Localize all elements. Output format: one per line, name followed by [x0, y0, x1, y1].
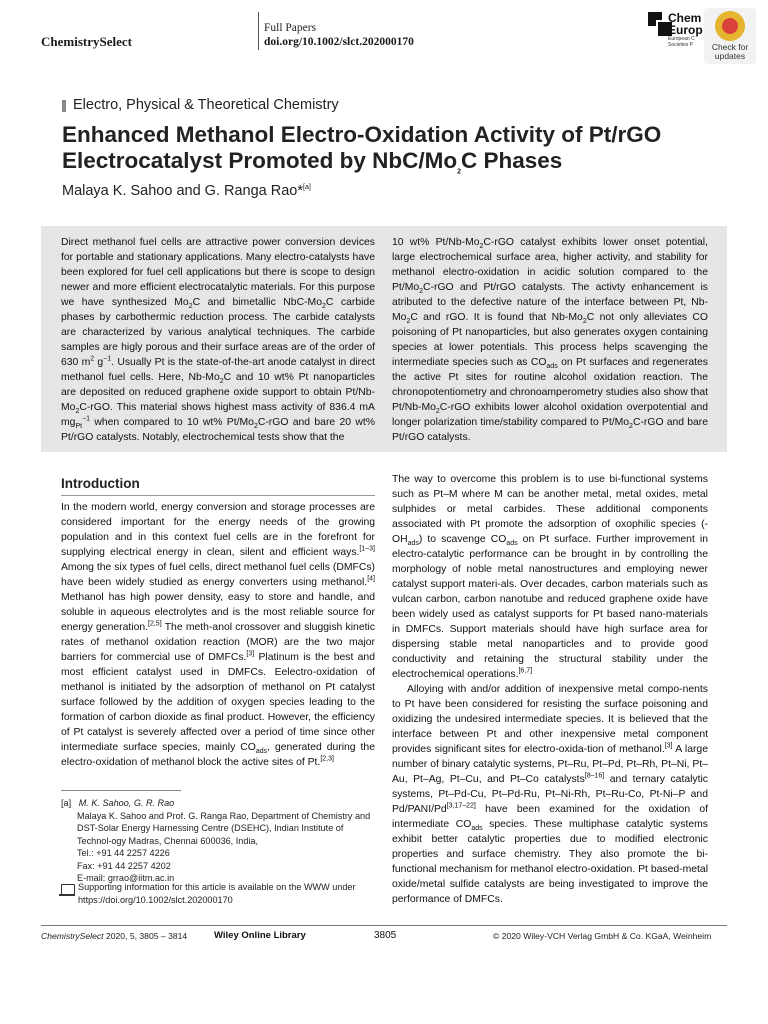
- doi-link[interactable]: doi.org/10.1002/slct.202000170: [264, 36, 414, 48]
- laptop-icon: [61, 884, 75, 895]
- footnote-fax: Fax: +91 44 2257 4202: [77, 860, 171, 871]
- check-updates-line-2: updates: [714, 51, 746, 61]
- body-left-column: In the modern world, energy conversion and storage processes are considered important for the energy needs of the growing population and in this context fuel cells are in the forefront for supplying electrical energy in clean, silent and efficient ways.[1–3] Among the six types of fuel cells, direct methanol fuel cells (DMFCs) have been widely studied as energy converters using methanol.[4] Methanol has high power density, easy to store and handle, and soluble in aqueous electrolytes and is the most reliable source for energy generation.[2,5] The meth-anol crossover and sluggish kinetic rates of methanol oxidation reaction (MOR) are the two major barriers for commercial use of DMFCs.[3] Platinum is the best and most efficient catalyst used in DMFCs. Eelectro-oxidation of methanol is initiated by the adsorption of methanol on Pt catalyst surface followed by the addition of oxygen species leading to the formation of carbon dioxide as final product. However, the efficiency of Pt catalyst is severely affected over a period of time since other intermediate surface species, mainly $CO_{ads}$, generated during the electro-oxidation of methanol block the active sites of Pt.[2,3]: [61, 502, 375, 768]
- citation: ChemistrySelect 2020, 5, 3805 – 3814: [41, 931, 188, 941]
- abstract-left-column: Direct methanol fuel cells are attractive power conversion devices for portable and stationary applications. Many electro-catalysts have been explored for fuel cell applications but there is scope to design newer and more efficient electrocatalytic materials. For this purpose we have synthesized $Mo_2C$ and bimetallic NbC-$Mo_2C$ carbide phases by carbothermic reduction process. The carbide catalysts are characterized by various analytical techniques. The carbide samples are higly porous and their surface areas are of the order of 630 $m^2$ $g^{-1}$. Usually Pt is the state-of-the-art anode catalyst in direct methanol fuel cells. Here, $Nb-Mo_2C$ and 10 wt% Pt nanoparticles are deposited on reduced graphene oxide support to obtain $Pt/Nb-Mo_2C$-rGO. This material shows highest mass activity of 836.4 mA $mg_{Pt}^{-1}$ when compared to 10 wt% $Pt/Mo_2C$-rGO and bare 20 wt% Pt/rGO catalysts. Notably, electrochemical tests show that the: [61, 237, 375, 443]
- publisher-logo-sub-1: European C: [668, 36, 695, 42]
- check-updates-line-1: Check for: [711, 42, 749, 52]
- supporting-info-note[interactable]: Supporting information for this article is available on the WWW under https://doi.org/10.1002/slct.202000170: [78, 882, 356, 905]
- paragraph-bifunctional: The way to overcome this problem is to use bi-functional systems such as Pt–M where M can be another metal, metal oxides, metal sulphides or metal carbides. These additional components associated with Pt promote the adsorption of oxophilic species $(-OH_{ads})$ to scavenge $CO_{ads}$ on Pt surface. Further improvement in electro-catalytic performance can be brought in by controlling the morphology of noble metal nanostructures and employing newer catalyst support materi-als. Over decades, carbon materials such as vulcan carbon, carbon nanotube and reduced graphene oxide have been widely used as catalyst supports for Pt based nano-materials in DMFCs. Support materials should have high surface area for dispersing stable metal nanoparticles and to provide good conductivity and retaining the structural stability under the electrochemical operations.[6,7]: [392, 474, 708, 680]
- footnote-affiliation: Malaya K. Sahoo and Prof. G. Ranga Rao, Department of Chemistry and DST-Solar Energy Harnessing Centre (DSEHC), Indian Institute of Technol-ogy Madras, Chennai 600036, India,: [77, 810, 371, 846]
- journal-name: ChemistrySelect: [41, 34, 132, 49]
- publisher-logo-text: [668, 12, 703, 36]
- paragraph-alloying: Alloying with and/or addition of inexpensive metal compo-nents to Pt have been considered for resisting the surface poisoning and oxidizing the undesired intermediate species. It is believed that the interface between Pt and other inexpensive metal component provides significant sites for electro-oxida-tion of methanol.[3] A large number of binary catalytic systems, Pt–Ru, Pt–Pd, Pt–Rh, Pt–Ni, Pt–Au, Pt–Ag, Pt–Cu, and Pt–Co catalysts[8–16] and ternary catalytic systems, Pt–Pd-Cu, Pt–Pd-Ru, Pt–Ni-Rh, Pt–Ru-Co, Pt-Ni–P and Pd/PANI/Pd[3,17–22] have been examined for the oxidation of intermediate $CO_{ads}$ species. These multiphase catalytic systems exhibit better catalytic properties due to modified electronic properties and surface chemistry. They also promote the bi-functional mechanism for methanol electro-oxidation. Pt based-metal oxide/metal sulfide catalysts are being investigated to improve the performance of DMFCs.: [392, 684, 709, 905]
- article-type: Full Papers: [264, 22, 317, 34]
- subject-section: Electro, Physical & Theoretical Chemistry: [73, 97, 339, 113]
- publisher-logo-line-1: Chem: [668, 11, 702, 25]
- publisher-logo-sub-2: Societies P: [668, 42, 694, 48]
- footer-rule: [41, 925, 727, 926]
- crossmark-icon: [715, 11, 745, 41]
- footnote-label: [a]: [61, 798, 72, 808]
- affiliation-footnote: [61, 797, 375, 885]
- heading-rule: [61, 495, 375, 496]
- title-line-1: Enhanced Methanol Electro-Oxidation Activity of Pt/rGO: [62, 122, 662, 147]
- header-divider: [258, 12, 259, 50]
- section-marker: [62, 100, 66, 112]
- page-number: 3805: [374, 930, 397, 941]
- abstract-right-column: 10 wt% $Pt/Nb-Mo_2C$-rGO catalyst exhibits lower onset potential, large electrochemical surface area, higher activity, and stability for methanol electro-oxidation in acidic solution compared to the $Pt/Mo_2C$-rGO and Pt/rGO catalysts. The activty enhancement is atributed to the defective nature of the interface between Pt, $Nb-Mo_2C$ and rGO. It is found that $Nb-Mo_2C$ not only alleviates CO poisoning of Pt nanoparticles, but also generates oxygen containing species at lower potentials. This process helps scavenging the intermediate species such as $CO_{ads}$ on Pt surfaces and regenerates the active Pt sites for routine alcohol oxidation reaction. The chronopotentiometry and chronoamperometry studies also show that $Pt/Nb-Mo_2C$-rGO exhibits lower alcohol oxidation overpotential and longer polarization time/stability compared to $Pt/Mo_2C$-rGO and bare Pt/rGO catalysts.: [392, 237, 708, 443]
- copyright: © 2020 Wiley-VCH Verlag GmbH & Co. KGaA, Weinheim: [493, 931, 712, 941]
- authors: Malaya K. Sahoo and G. Ranga Rao*[a]: [62, 183, 311, 199]
- title-line-2: Electrocatalyst Promoted by NbC/$Mo_2C$ Phases: [62, 148, 563, 176]
- footnote-email[interactable]: E-mail: grrao@iitm.ac.in: [77, 873, 175, 883]
- publisher-logo-line-2: Europ: [668, 23, 703, 37]
- wiley-online-library-link[interactable]: Wiley Online Library: [214, 930, 306, 941]
- footnote-names: M. K. Sahoo, G. R. Rao: [78, 798, 175, 808]
- article-title: [62, 122, 712, 174]
- introduction-heading: Introduction: [61, 476, 140, 491]
- body-right-column: [392, 472, 708, 907]
- footnote-rule: [61, 790, 181, 791]
- footnote-tel: Tel.: +91 44 2257 4226: [77, 848, 170, 858]
- check-for-updates-button[interactable]: [704, 8, 756, 64]
- publisher-logo-subtext: [668, 36, 695, 48]
